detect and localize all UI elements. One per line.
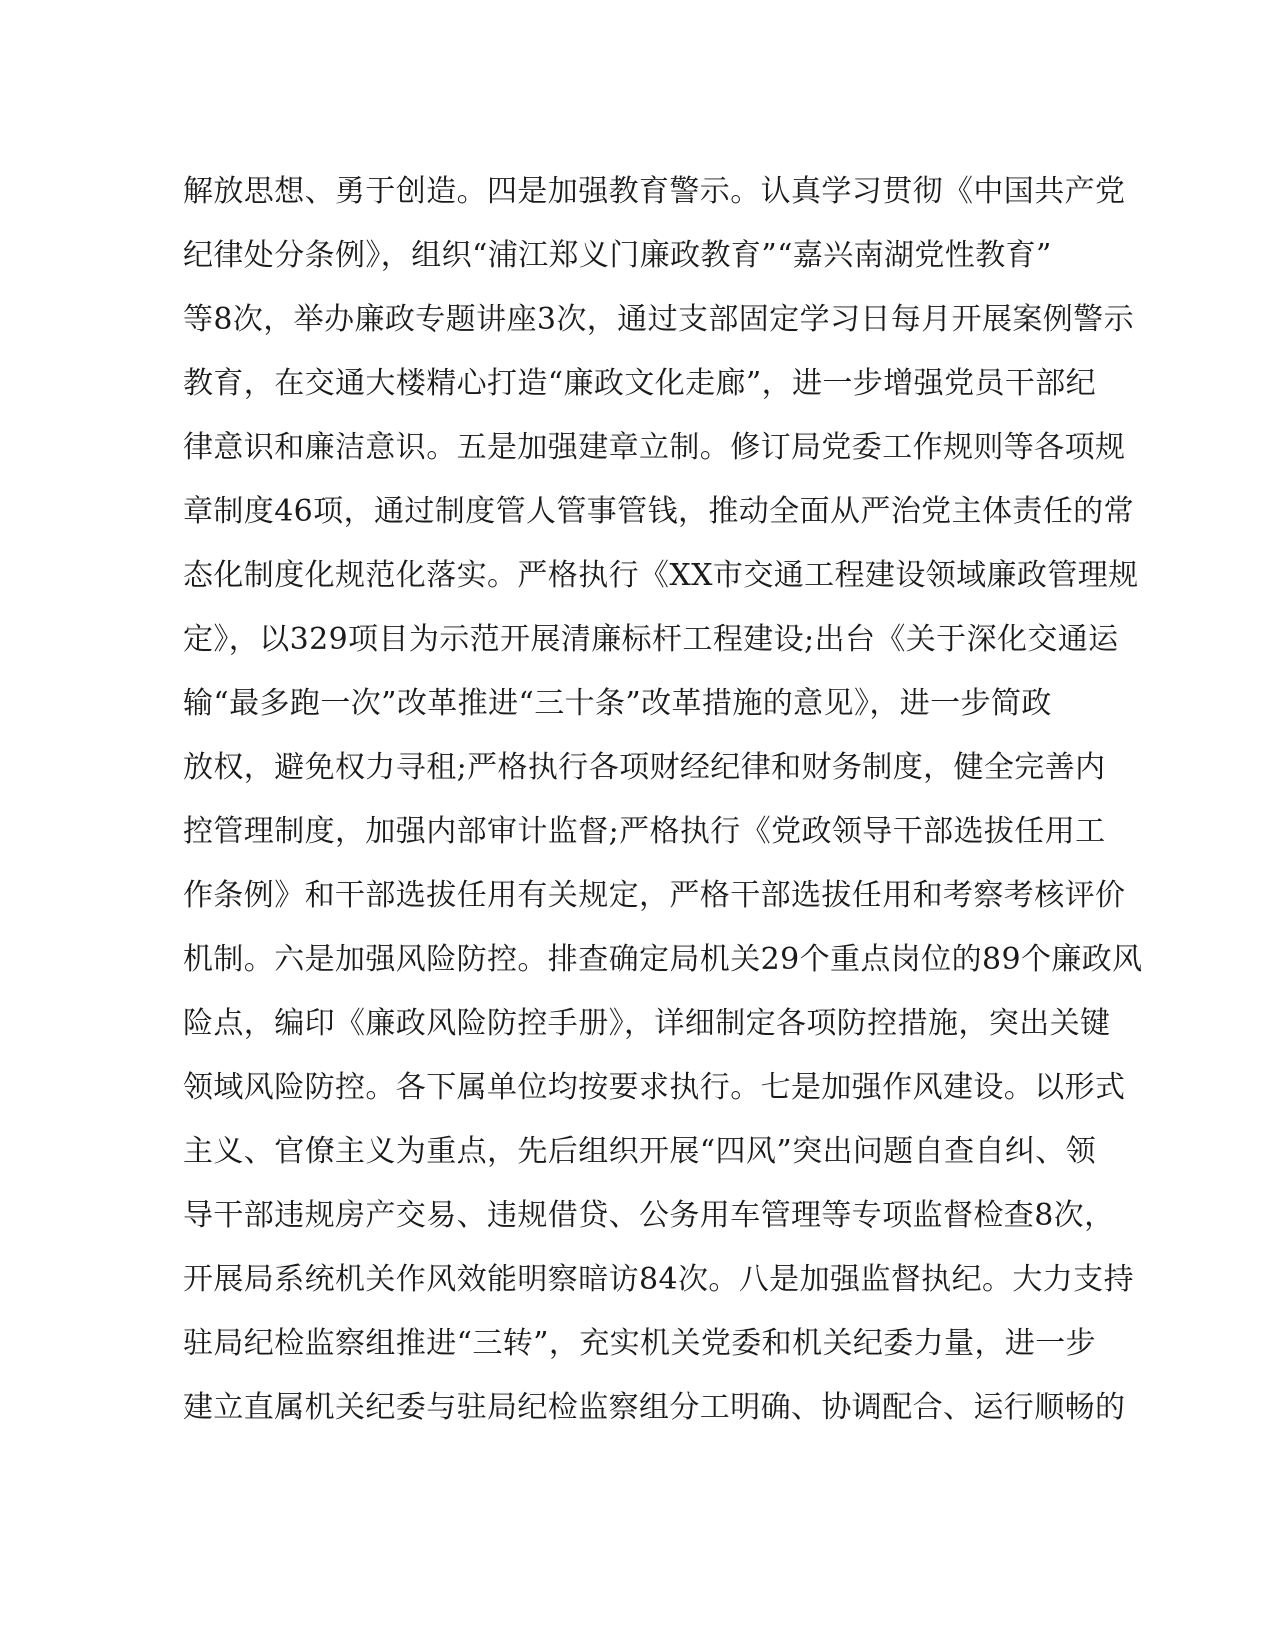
text-line: 作条例》和干部选拔任用有关规定，严格干部选拔任用和考察考核评价 <box>183 878 1126 913</box>
text-line: 输“最多跑一次”改革推进“三十条”改革措施的意见》，进一步简政 <box>183 686 1052 721</box>
text-line: 驻局纪检监察组推进“三转”，充实机关党委和机关纪委力量，进一步 <box>183 1326 1097 1361</box>
text-line: 律意识和廉洁意识。五是加强建章立制。修订局党委工作规则等各项规 <box>183 430 1126 465</box>
text-line: 态化制度化规范化落实。严格执行《XX市交通工程建设领域廉政管理规 <box>183 558 1139 593</box>
text-line: 等8次，举办廉政专题讲座3次，通过支部固定学习日每月开展案例警示 <box>183 302 1134 337</box>
text-line: 纪律处分条例》，组织“浦江郑义门廉政教育”“嘉兴南湖党性教育” <box>183 238 1052 273</box>
text-line: 导干部违规房产交易、违规借贷、公务用车管理等专项监督检查8次， <box>183 1198 1115 1233</box>
text-line: 领域风险防控。各下属单位均按要求执行。七是加强作风建设。以形式 <box>183 1070 1126 1105</box>
text-line: 险点，编印《廉政风险防控手册》，详细制定各项防控措施，突出关键 <box>183 1006 1111 1041</box>
text-line: 定》，以329项目为示范开展清廉标杆工程建设;出台《关于深化交通运 <box>183 622 1119 657</box>
body-paragraph <box>183 160 1143 1440</box>
text-line: 机制。六是加强风险防控。排查确定局机关29个重点岗位的89个廉政风 <box>183 942 1143 977</box>
text-line: 主义、官僚主义为重点，先后组织开展“四风”突出问题自查自纠、领 <box>183 1134 1097 1169</box>
text-line: 放权，避免权力寻租;严格执行各项财经纪律和财务制度，健全完善内 <box>183 750 1106 785</box>
text-line: 教育，在交通大楼精心打造“廉政文化走廊”，进一步增强党员干部纪 <box>183 366 1097 401</box>
text-line: 解放思想、勇于创造。四是加强教育警示。认真学习贯彻《中国共产党 <box>183 174 1126 209</box>
text-line: 建立直属机关纪委与驻局纪检监察组分工明确、协调配合、运行顺畅的 <box>183 1390 1126 1425</box>
text-line: 开展局系统机关作风效能明察暗访84次。八是加强监督执纪。大力支持 <box>183 1262 1134 1297</box>
text-line: 控管理制度，加强内部审计监督;严格执行《党政领导干部选拔任用工 <box>183 814 1106 849</box>
text-line: 章制度46项，通过制度管人管事管钱，推动全面从严治党主体责任的常 <box>183 494 1134 529</box>
